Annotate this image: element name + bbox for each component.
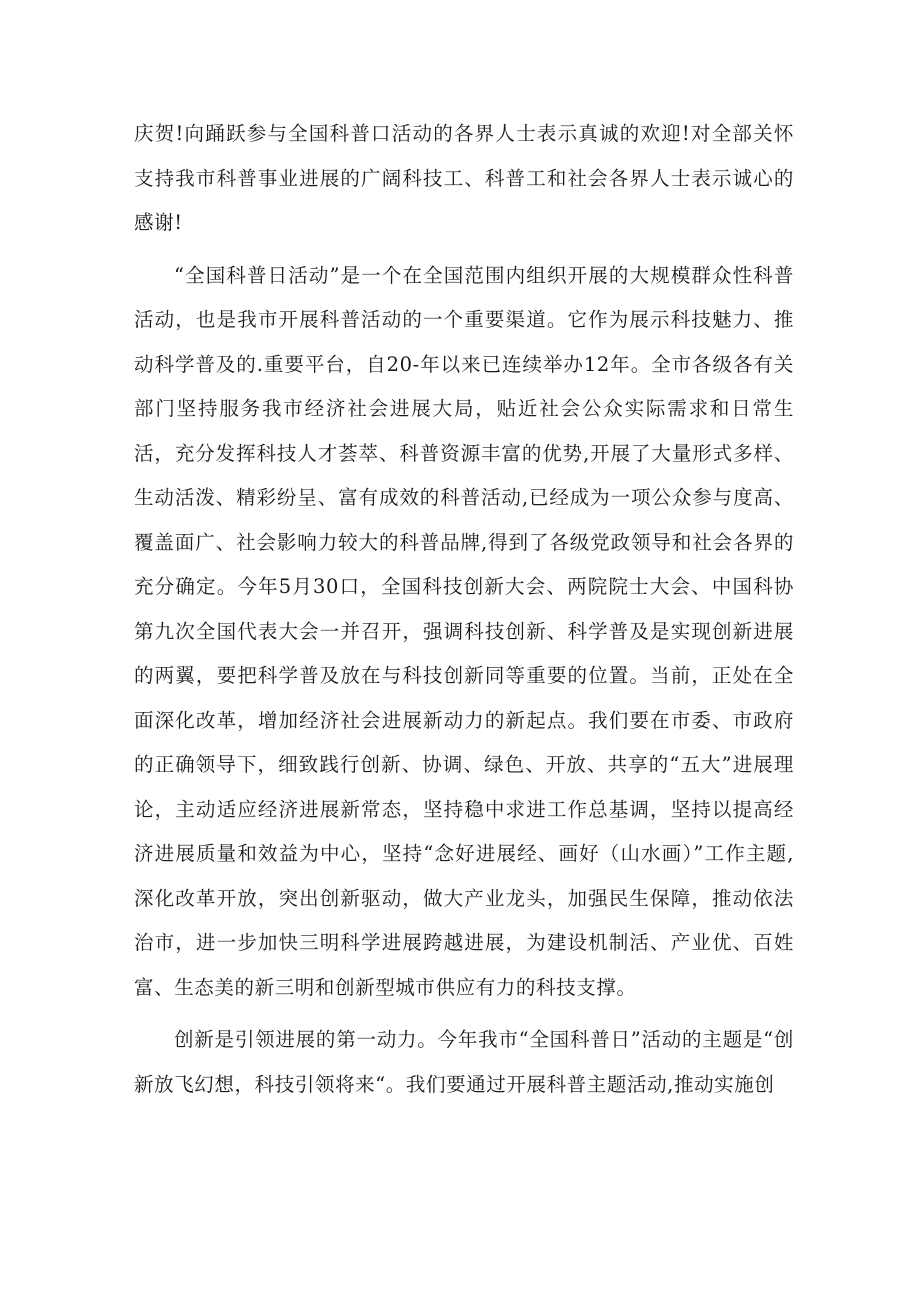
paragraph-innovation: 创新是引领进展的第一动力。今年我市“全国科普日”活动的主题是“创新放飞幻想，科技引领将来“。我们要通过开展科普主题活动,推动实施创 bbox=[134, 1028, 794, 1096]
paragraph-continuation: 庆贺!向踊跃参与全国科普口活动的各界人士表示真诚的欢迎!对全部关怀支持我市科普事业进展的广阔科技工、科普工和社会各界人士表示诚心的感谢! bbox=[134, 122, 794, 234]
document-body bbox=[134, 112, 794, 1115]
paragraph-science-day: “全国科普日活动”是一个在全国范围内组织开展的大规模群众性科普活动，也是我市开展科普活动的一个重要渠道。它作为展示科技魅力、推动科学普及的.重要平台，自20-年以来已连续举办12年。全市各级各有关部门坚持服务我市经济社会进展大局，贴近社会公众实际需求和日常生活，充分发挥科技人才荟萃、科普资源丰富的优势,开展了大量形式多样、生动活泼、精彩纷呈、富有成效的科普活动,已经成为一项公众参与度高、覆盖面广、社会影响力较大的科普品牌,得到了各级党政领导和社会各界的充分确定。今年5月30口，全国科技创新大会、两院院士大会、中国科协第九次全国代表大会一并召开，强调科技创新、科学普及是实现创新进展的两翼，要把科学普及放在与科技创新同等重要的位置。当前，正处在全面深化改革，增加经济社会进展新动力的新起点。我们要在市委、市政府的正确领导下，细致践行创新、协调、绿色、开放、共享的“五大”进展理论，主动适应经济进展新常态，坚持稳中求进工作总基调，坚持以提高经济进展质量和效益为中心，坚持“念好进展经、画好（山水画）”工作主题,深化改革开放，突出创新驱动，做大产业龙头，加强民生保障，推动依法治市，进一步加快三明科学进展跨越进展，为建设机制活、产业优、百姓富、生态美的新三明和创新型城市供应有力的科技支撑。 bbox=[134, 263, 794, 999]
